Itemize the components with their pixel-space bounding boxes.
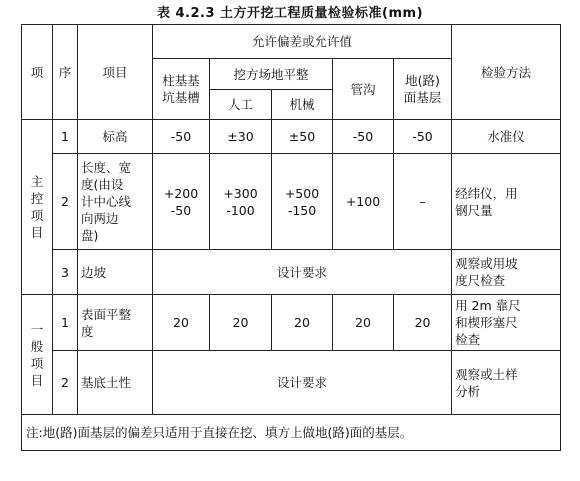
row-method: 观察或土样 分析 [452,351,561,415]
table-note: 注:地(路)面基层的偏差只适用于直接在挖、填方上做地(路)面的基层。 [22,415,561,451]
row-seq: 1 [53,120,78,154]
row-seq: 2 [53,154,78,250]
row-manual: ±30 [210,120,272,154]
row-pile: -50 [153,120,210,154]
header-surface: 地(路) 面基层 [394,59,452,120]
row-trench: +100 [333,154,394,250]
header-machine: 机械 [272,90,333,120]
header-allowance: 允许偏差或允许值 [153,25,452,59]
row-item: 标高 [78,120,153,154]
row-pile: 20 [153,295,210,351]
row-surface: 20 [394,295,452,351]
row-trench: -50 [333,120,394,154]
header-pile-pit: 柱基基 坑基槽 [153,59,210,120]
header-seq: 序 [53,25,78,120]
header-trench: 管沟 [333,59,394,120]
row-pile: +200 -50 [153,154,210,250]
row-method: 水准仪 [452,120,561,154]
row-machine: ±50 [272,120,333,154]
row-item: 边坡 [78,250,153,295]
group-main-control: 主 控 项 目 [22,120,53,295]
row-machine: 20 [272,295,333,351]
row-seq: 3 [53,250,78,295]
row-machine: +500 -150 [272,154,333,250]
header-site-leveling: 挖方场地平整 [210,59,333,90]
row-trench: 20 [333,295,394,351]
row-item: 基底土性 [78,351,153,415]
row-seq: 2 [53,351,78,415]
row-method: 观察或用坡 度尺检查 [452,250,561,295]
quality-standard-table [21,24,561,451]
table-title: 表 4.2.3 土方开挖工程质量检验标准(mm) [156,6,424,21]
row-surface: -50 [394,120,452,154]
row-item: 表面平整 度 [78,295,153,351]
row-item: 长度、宽 度(由设 计中心线 向两边 盘) [78,154,153,250]
header-method: 检验方法 [452,25,561,120]
header-category: 项 [22,25,53,120]
header-manual: 人工 [210,90,272,120]
header-item: 项目 [78,25,153,120]
group-general: 一 般 项 目 [22,295,53,415]
row-method: 用 2m 靠尺 和楔形塞尺 检查 [452,295,561,351]
row-merged-value: 设计要求 [153,250,452,295]
row-surface: – [394,154,452,250]
row-manual: +300 -100 [210,154,272,250]
row-manual: 20 [210,295,272,351]
row-method: 经纬仪，用 钢尺量 [452,154,561,250]
row-merged-value: 设计要求 [153,351,452,415]
row-seq: 1 [53,295,78,351]
